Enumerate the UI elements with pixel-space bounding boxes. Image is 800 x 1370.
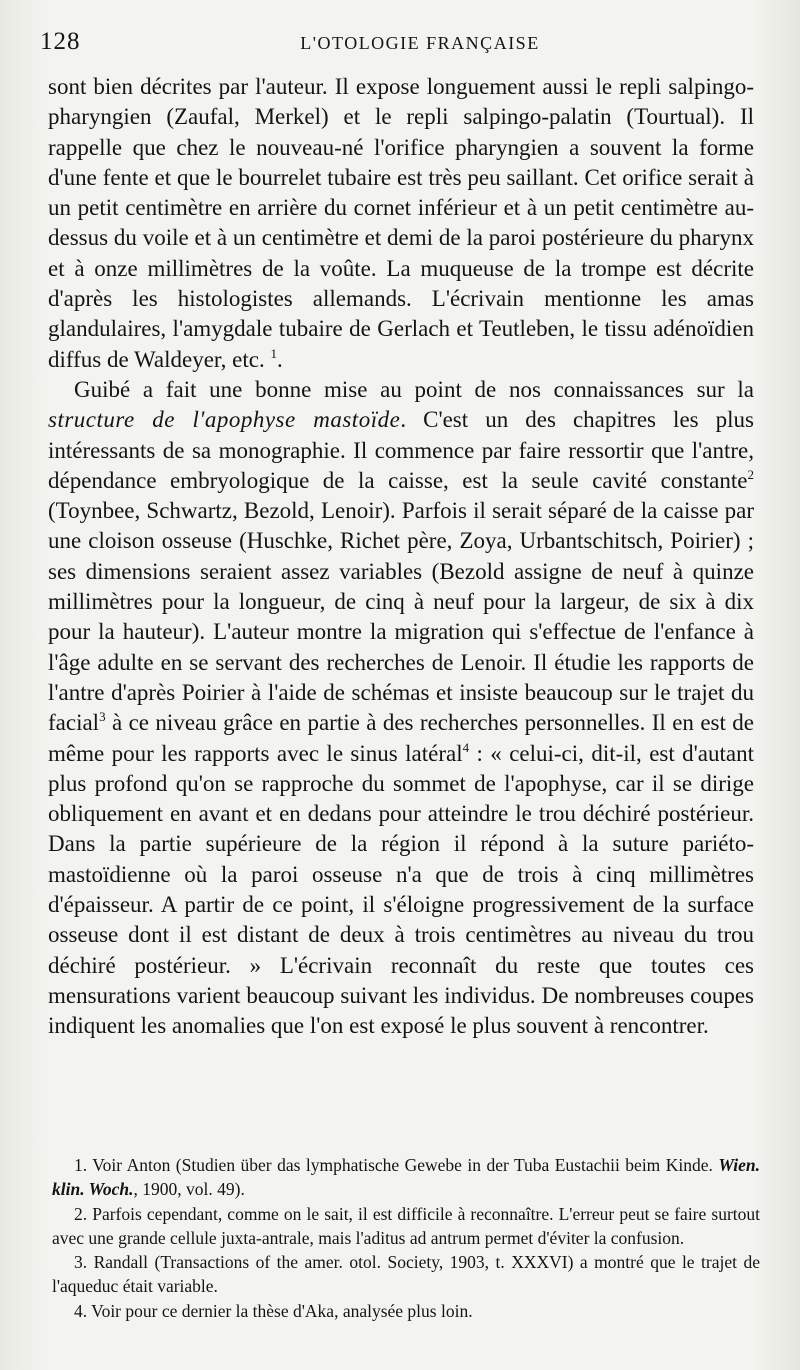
paragraph-2-text-c: (Toynbee, Schwartz, Bezold, Lenoir). Parfois il serait séparé de la caisse par une cloison osseuse (Huschke, Richet père, Zoya, Urbantschitsch, Poirier) ; ses dimensions seraient assez variables (Bezold assigne de neuf à quinze millimètres pour la longueur, de cinq à neuf pour la largeur, de six à dix pour la hauteur). L'auteur montre la migration qui s'effectue de l'enfance à l'âge adulte en se servant des recherches de Lenoir. Il étudie les rapports de l'antre d'après Poirier à l'aide de schémas et insiste beaucoup sur le trajet du facial <box>48 498 754 736</box>
footnote-4: 4. Voir pour ce dernier la thèse d'Aka, analysée plus loin. <box>74 1300 473 1321</box>
footnote-ref-1: 1 <box>270 345 277 361</box>
paragraph-1 <box>48 72 754 375</box>
footnote-ref-4: 4 <box>462 739 470 755</box>
footnote-ref-3: 3 <box>99 709 106 725</box>
footnote-1-journal: Wien. klin. Woch. <box>52 1155 760 1200</box>
footnotes <box>52 1153 760 1323</box>
paragraph-2-text-a: Guibé a fait une bonne mise au point de nos connaissances sur la <box>74 376 754 402</box>
paragraph-2 <box>48 375 754 1042</box>
page-number: 128 <box>40 28 81 55</box>
footnote-2: 2. Parfois cependant, comme on le sait, il est difficile à reconnaître. L'erreur peut se faire surtout avec une grande cellule juxta-antrale, mais l'aditus ad antrum permet d'éviter la confusion. <box>52 1203 760 1248</box>
page-header <box>40 28 760 62</box>
paragraph-2-text-b: . C'est un des chapitres les plus intéressants de sa monographie. Il commence par faire ressortir que l'antre, dépendance embryologique de la caisse, est la seule cavité constante <box>48 407 754 493</box>
footnote-1-text-b: , 1900, vol. 49). <box>133 1179 245 1200</box>
italic-title: structure de l'apophyse mastoïde <box>48 407 401 433</box>
running-title: L'OTOLOGIE FRANÇAISE <box>300 33 540 53</box>
main-text <box>48 72 754 1042</box>
footnote-1-text-a: 1. Voir Anton (Studien über das lymphatische Gewebe in der Tuba Eustachii beim Kinde. <box>74 1155 719 1175</box>
paragraph-2-text-d: à ce niveau grâce en partie à des recherches personnelles. Il en est de même pour les rapports avec le sinus latéral <box>48 710 754 766</box>
footnote-ref-2: 2 <box>747 466 754 482</box>
footnote-1 <box>52 1153 760 1202</box>
paragraph-1-end: . <box>276 346 283 372</box>
paragraph-1-text: sont bien décrites par l'auteur. Il expose longuement aussi le repli salpingo-pharyngien (Zaufal, Merkel) et le repli salpingo-palatin (Tourtual). Il rappelle que chez le nouveau-né l'orifice pharyngien a souvent la forme d'une fente et que le bourrelet tubaire est très peu saillant. Cet orifice serait à un petit centimètre en arrière du cornet inférieur et à un petit centimètre au-dessus du voile et à un centimètre et demi de la paroi postérieure du pharynx et à onze millimètres de la voûte. La muqueuse de la trompe est décrite d'après les histologistes allemands. L'écrivain mentionne les amas glandulaires, l'amygdale tubaire de Gerlach et Teutleben, le tissu adénoïdien diffus de Waldeyer, etc. <box>48 74 754 372</box>
footnote-3: 3. Randall (Transactions of the amer. otol. Society, 1903, t. XXXVI) a montré que le trajet de l'aqueduc était variable. <box>52 1252 760 1297</box>
paragraph-2-text-e: : « celui-ci, dit-il, est d'autant plus profond qu'on se rapproche du sommet de l'apophyse, car il se dirige obliquement en avant et en dedans pour atteindre le trou déchiré postérieur. Dans la partie supérieure de la région il répond à la suture pariéto-mastoïdienne où la paroi osseuse n'a que de trois à cinq millimètres d'épaisseur. A partir de ce point, il s'éloigne progressivement de la surface osseuse dont il est distant de deux à trois centimètres au niveau du trou déchiré postérieur. » L'écrivain reconnaît du reste que toutes ces mensurations varient beaucoup suivant les individus. De nombreuses coupes indiquent les anomalies que l'on est exposé le plus souvent à rencontrer. <box>48 740 754 1039</box>
